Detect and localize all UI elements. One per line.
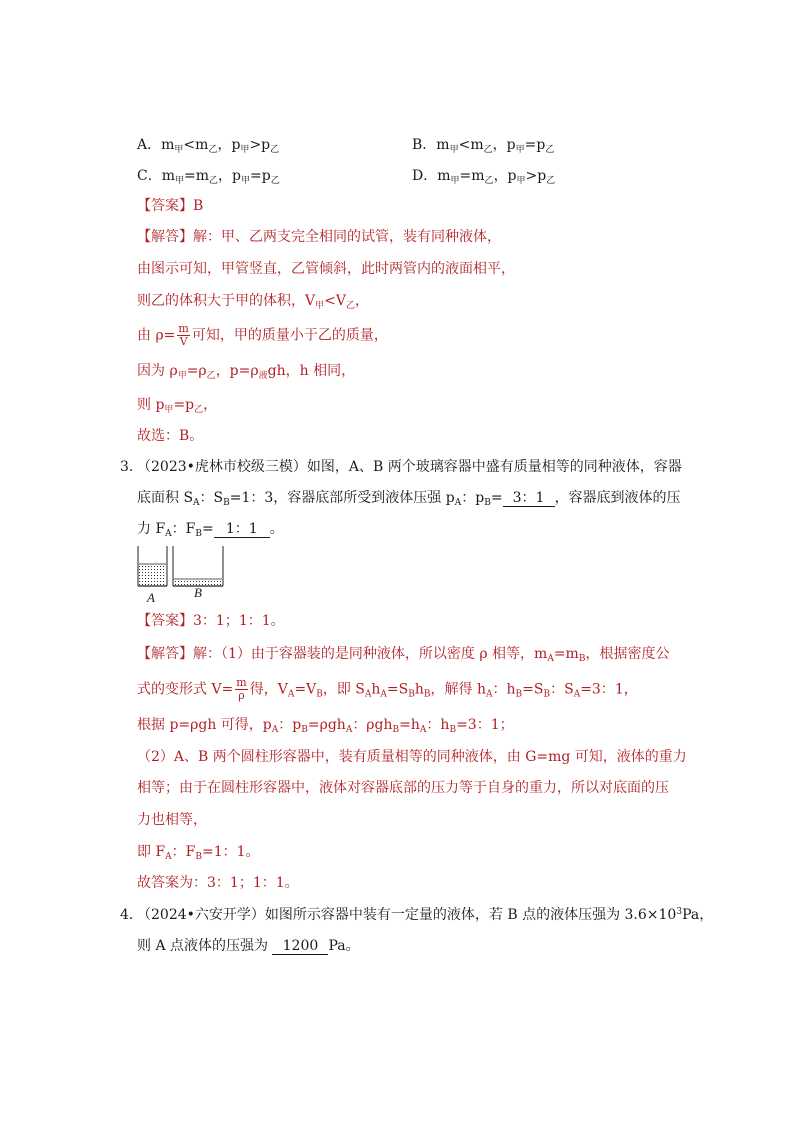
q4-blank: 1200: [272, 938, 328, 955]
q2-solution-line-5: 因为 $\rho_甲=\rho_乙$，$p=\rho_液gh$，h 相同，: [137, 363, 356, 381]
container-b: [173, 546, 223, 586]
q2-answer: 【答案】B: [137, 198, 204, 214]
option-d: D．$m_甲=m_乙$，$p_甲>p_乙$: [412, 168, 556, 186]
q3-number: 3．: [120, 459, 143, 475]
q3-solution-line-5: 相等；由于在圆柱形容器中，液体对容器底部的压力等于自身的重力，所以对底面的压: [137, 780, 669, 796]
q3-stem-line-1: （2023•虎林市校级三模）如图，A、B 两个玻璃容器中盛有质量相等的同种液体，容器: [137, 459, 682, 475]
q3-solution-line-7: 即 $F_A$：$F_B=1$：1。: [137, 844, 260, 862]
fraction-m-over-v: $\frac{m}{V}$: [178, 322, 189, 348]
fraction-m-over-rho: $\frac{m}{\rho}$: [236, 676, 247, 702]
q3-stem-line-2: 底面积 $S_A$：$S_B=1$：3，容器底部所受到液体压强 $p_A$：$p_B= 3$：1 ，容器底到液体的压: [137, 490, 681, 508]
q4-stem-line-2: 则 A 点液体的压强为 1200 Pa。: [137, 938, 360, 954]
option-b: B．$m_甲<m_乙$，$p_甲=p_乙$: [412, 137, 555, 155]
option-a: A．$m_甲<m_乙$，$p_甲>p_乙$: [137, 137, 280, 155]
option-c: C．$m_甲=m_乙$，$p_甲=p_乙$: [137, 168, 280, 186]
container-b-label: B: [194, 585, 202, 600]
q3-solution-line-6: 力也相等，: [137, 812, 207, 828]
q2-solution-line-7: 故选：B。: [137, 428, 204, 444]
q3-solution-line-8: 故答案为：3：1；1：1。: [137, 875, 299, 891]
q3-solution-line-1: 【解答】解：（1）由于容器装的是同种液体，所以密度 ρ 相等，$m_A=m_B$，根据密度公: [137, 646, 670, 664]
container-a-label: A: [147, 590, 155, 604]
q4-stem-line-1: （2024•六安开学）如图所示容器中装有一定量的液体，若 B 点的液体压强为 $3.6\times 10^3Pa$，: [137, 907, 714, 923]
q3-solution-line-4: （2）A、B 两个圆柱形容器中，装有质量相等的同种液体，由 G=mg 可知，液体的重力: [137, 749, 687, 765]
q2-solution-line-6: 则 $p_甲=p_乙$，: [137, 397, 218, 415]
q2-solution-line-3: 则乙的体积大于甲的体积，$V_甲<V_乙$，: [137, 293, 369, 311]
q3-stem-line-3: 力 $F_A$：$F_B= 1$：1 。: [137, 521, 284, 539]
q2-solution-line-4: 由 ρ= $\frac{m}{V}$ 可知，甲的质量小于乙的质量，: [137, 322, 388, 348]
container-a: [138, 546, 167, 586]
q3-solution-line-2: 式的变形式 V= $\frac{m}{\rho}$ 得，$V_A=V_B$，即 $S_Ah_A=S_Bh_B$，解得 $h_A$：$h_B=S_B$：$S_A=3$：1，: [137, 676, 638, 702]
q3-solution-line-3: 根据 p=ρgh 可得，$p_A$：$p_B=\rho gh_A$：$\rho gh_B=h_A$：$h_B=3$：1；: [137, 717, 514, 735]
q4-number: 4．: [120, 907, 143, 923]
q3-blank-1: 3：1: [503, 490, 555, 507]
q3-blank-2: 1：1: [214, 521, 270, 538]
q3-containers-figure: [135, 544, 227, 604]
q3-answer: 【答案】3：1；1：1。: [137, 613, 285, 629]
q2-solution-line-1: 【解答】解：甲、乙两支完全相同的试管，装有同种液体，: [137, 229, 501, 245]
q2-solution-line-2: 由图示可知，甲管竖直，乙管倾斜，此时两管内的液面相平，: [137, 261, 515, 277]
